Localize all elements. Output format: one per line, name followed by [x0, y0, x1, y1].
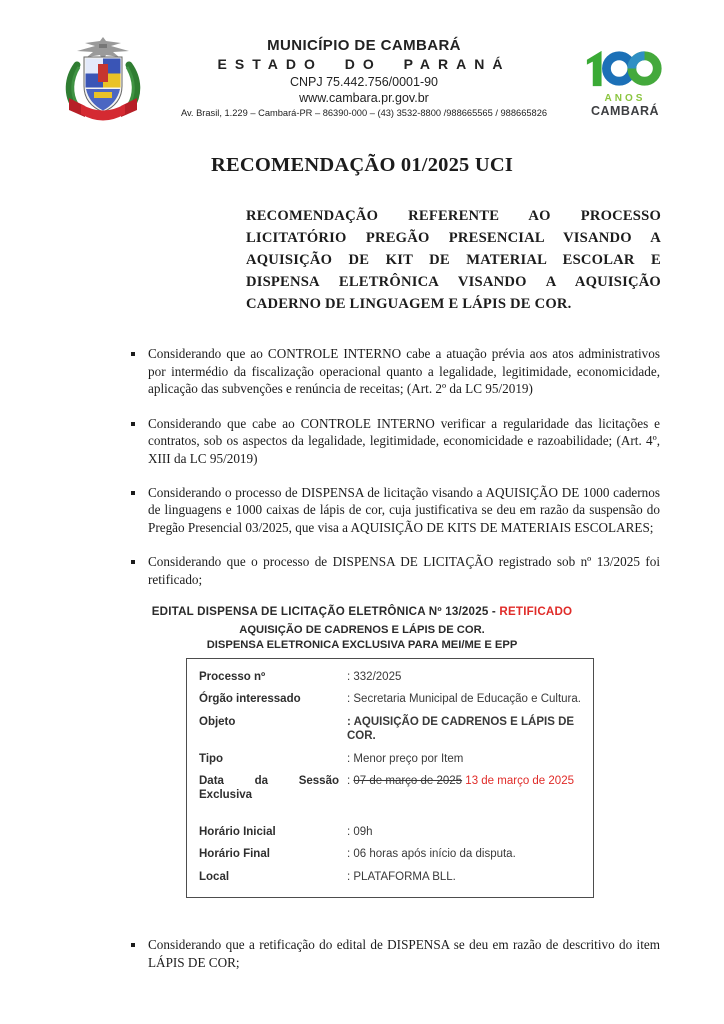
state-name: ESTADO DO PARANÁ [217, 56, 511, 72]
document-title: RECOMENDAÇÃO 01/2025 UCI [210, 154, 514, 176]
row-label: Horário Inicial [199, 826, 276, 839]
row-label: Local [199, 870, 230, 883]
table-row-processo [199, 666, 582, 688]
row-value: : 09h [347, 826, 373, 839]
municipal-coat-of-arms [58, 34, 148, 129]
table-row-orgao [199, 688, 582, 710]
edital-subtitle-object: AQUISIÇÃO DE CADRENOS E LÁPIS DE COR. [239, 624, 485, 637]
cnpj-number: CNPJ 75.442.756/0001-90 [289, 75, 439, 89]
consideration-item: ▪ Considerando que ao CONTROLE INTERNO cabe a atuação prévia aos atos administrativos por intermédio da fiscalização operacional quanto a legalidade, legitimidade, economicidade, aplicação das subvenções e renúncia de receitas; (Art. 2º da LC 95/2019) [146, 345, 660, 397]
table-row-tipo [199, 748, 582, 770]
document-header [0, 0, 724, 129]
row-value [339, 774, 582, 817]
row-value: : AQUISIÇÃO DE CADRENOS E LÁPIS DE COR. [347, 715, 575, 743]
edital-info-table [186, 658, 594, 898]
row-label: Objeto [199, 715, 236, 728]
session-date-colon: : [347, 774, 354, 787]
row-label: Tipo [199, 752, 224, 765]
edital-heading-block [0, 605, 724, 651]
row-value: : Menor preço por Item [347, 752, 464, 765]
table-row-data-sessao [199, 770, 582, 821]
table-row-objeto [199, 711, 582, 748]
subject-paragraph: RECOMENDAÇÃO REFERENTE AO PROCESSO LICITATÓRIO PREGÃO PRESENCIAL VISANDO A AQUISIÇÃO DE KIT DE MATERIAL ESCOLAR E DISPENSA ELETRÔNICA VISANDO A AQUISIÇÃO CADERNO DE LINGUAGEM E LÁPIS DE COR. [246, 208, 661, 312]
centennial-anos-label: ANOS [604, 93, 646, 104]
session-date-old: 07 de março de 2025 [353, 774, 463, 787]
row-value: : PLATAFORMA BLL. [347, 870, 456, 883]
coat-of-arms-icon [58, 34, 148, 129]
final-consideration-list [146, 936, 660, 971]
consideration-item: ▪ Considerando que a retificação do edital de DISPENSA se deu em razão de descritivo do item LÁPIS DE COR; [146, 936, 660, 971]
table-row-local [199, 866, 582, 888]
row-label: Data da Sessão Exclusiva [199, 774, 339, 802]
edital-retificado-flag: RETIFICADO [499, 605, 573, 619]
consideration-item: ▪ Considerando o processo de DISPENSA de licitação visando a AQUISIÇÃO DE 1000 cadernos de linguagens e 1000 caixas de lápis de cor, cuja justificativa se deu em razão da suspensão do Pregão Presencial 03/2025, que visa a AQUISIÇÃO DE KITS DE MATERIAIS ESCOLARES; [146, 484, 660, 536]
table-row-horario-inicial [199, 821, 582, 843]
edital-heading [0, 605, 724, 618]
website-url: www.cambara.pr.gov.br [299, 91, 429, 105]
centennial-city-label: CAMBARÁ [590, 104, 660, 118]
row-value: : Secretaria Municipal de Educação e Cultura. [347, 693, 581, 706]
row-label: Horário Final [199, 848, 270, 861]
row-label: Processo nº [199, 671, 266, 684]
address-line: Av. Brasil, 1.229 – Cambará-PR – 86390-000 – (43) 3532-8800 /988665565 / 988665826 [180, 108, 548, 118]
municipality-name: MUNICÍPIO DE CAMBARÁ [267, 37, 461, 54]
row-value: : 332/2025 [347, 671, 402, 684]
row-label: Órgão interessado [199, 693, 301, 706]
edital-subtitle-exclusivity: DISPENSA ELETRONICA EXCLUSIVA PARA MEI/ME E EPP [206, 639, 518, 652]
row-value: : 06 horas após início da disputa. [347, 848, 516, 861]
consideration-item: ▪ Considerando que o processo de DISPENSA DE LICITAÇÃO registrado sob nº 13/2025 foi retificado; [146, 553, 660, 588]
considerations-list [146, 345, 660, 588]
table-row-horario-final [199, 843, 582, 865]
session-date-new: 13 de março de 2025 [465, 774, 574, 787]
centennial-100-icon [583, 47, 667, 90]
centennial-logo [580, 34, 670, 118]
edital-heading-text: EDITAL DISPENSA DE LICITAÇÃO ELETRÔNICA Nº 13/2025 - [151, 605, 500, 619]
header-identification [148, 34, 580, 118]
consideration-item: ▪ Considerando que cabe ao CONTROLE INTERNO verificar a regularidade das licitações e contratos, sob os aspectos da legalidade, legitimidade, economicidade e razoabilidade; (Art. 4º, XIII da LC 95/2019) [146, 415, 660, 467]
